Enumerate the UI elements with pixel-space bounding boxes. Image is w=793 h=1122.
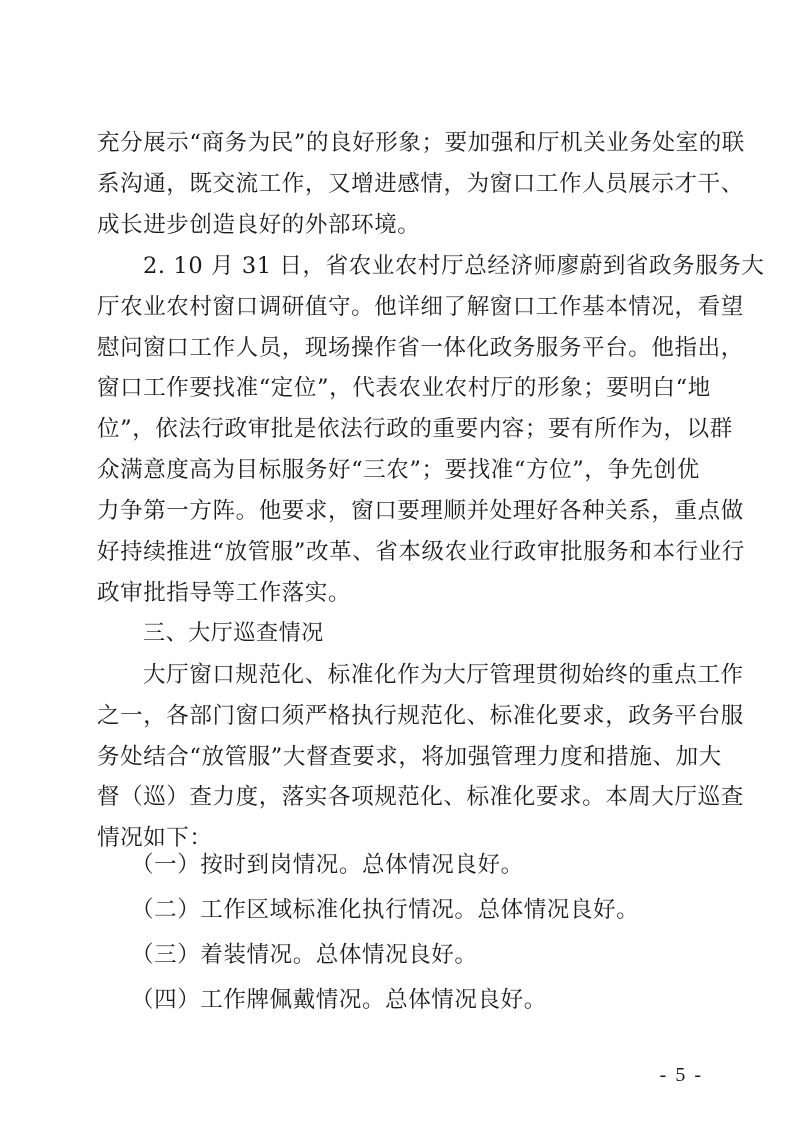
text-line bbox=[0, 573, 793, 613]
text-line-content: 厅农业农村窗口调研值守。他详细了解窗口工作基本情况，看望 bbox=[97, 294, 744, 320]
text-line bbox=[0, 368, 793, 408]
text-line-content: 大厅窗口规范化、标准化作为大厅管理贯彻始终的重点工作 bbox=[143, 662, 744, 688]
text-line-content: 系沟通，既交流工作，又增进感情，为窗口工作人员展示才干、 bbox=[97, 171, 744, 197]
list-item-text: （四）工作牌佩戴情况。总体情况良好。 bbox=[131, 987, 547, 1013]
text-line bbox=[0, 696, 793, 736]
text-line-content: 众满意度高为目标服务好“三农”；要找准“方位”，争先创优 bbox=[97, 457, 700, 483]
text-line-content: 好持续推进“放管服”改革、省本级农业行政审批服务和本行业行 bbox=[97, 539, 745, 565]
text-line-content: 政审批指导等工作落实。 bbox=[97, 580, 352, 606]
list-item-text: （二）工作区域标准化执行情况。总体情况良好。 bbox=[131, 897, 640, 923]
text-line bbox=[0, 409, 793, 449]
text-line-content: 慰问窗口工作人员，现场操作省一体化政务服务平台。他指出， bbox=[97, 335, 744, 361]
text-line-content: 充分展示“商务为民”的良好形象；要加强和厅机关业务处室的联 bbox=[97, 130, 745, 156]
list-item bbox=[0, 935, 793, 975]
list-item bbox=[0, 845, 793, 885]
text-line bbox=[0, 532, 793, 572]
text-line bbox=[0, 737, 793, 777]
text-line bbox=[0, 328, 793, 368]
text-line bbox=[0, 164, 793, 204]
text-line bbox=[0, 246, 793, 286]
list-item-text: （三）着装情况。总体情况良好。 bbox=[131, 942, 478, 968]
text-line bbox=[0, 123, 793, 163]
text-line-content: 位”，依法行政审批是依法行政的重要内容；要有所作为，以群 bbox=[97, 416, 733, 442]
text-line-content: 督（巡）查力度，落实各项规范化、标准化要求。本周大厅巡查 bbox=[97, 784, 744, 810]
text-line bbox=[0, 205, 793, 245]
text-line-content: 成长进步创造良好的外部环境。 bbox=[97, 212, 421, 238]
list-item-text: （一）按时到岗情况。总体情况良好。 bbox=[131, 852, 524, 878]
page-number: - 5 - bbox=[659, 1064, 703, 1086]
text-line-content: 情况如下： bbox=[97, 825, 213, 851]
text-line-content: 窗口工作要找准“定位”，代表农业农村厅的形象；要明白“地 bbox=[97, 375, 711, 401]
text-line bbox=[0, 491, 793, 531]
section-heading bbox=[0, 614, 793, 654]
list-item bbox=[0, 890, 793, 930]
text-line bbox=[0, 655, 793, 695]
text-line bbox=[0, 777, 793, 817]
text-line-content: 力争第一方阵。他要求，窗口要理顺并处理好各种关系，重点做 bbox=[97, 498, 744, 524]
text-line-content: 之一，各部门窗口须严格执行规范化、标准化要求，政务平台服 bbox=[97, 703, 744, 729]
text-line-content: 2. 10 月 31 日，省农业农村厅总经济师廖蔚到省政务服务大 bbox=[143, 253, 765, 279]
text-line-content: 务处结合“放管服”大督查要求，将加强管理力度和措施、加大 bbox=[97, 744, 722, 770]
list-item bbox=[0, 980, 793, 1020]
text-line bbox=[0, 450, 793, 490]
section-heading-text: 三、大厅巡查情况 bbox=[143, 621, 324, 646]
text-line bbox=[0, 287, 793, 327]
